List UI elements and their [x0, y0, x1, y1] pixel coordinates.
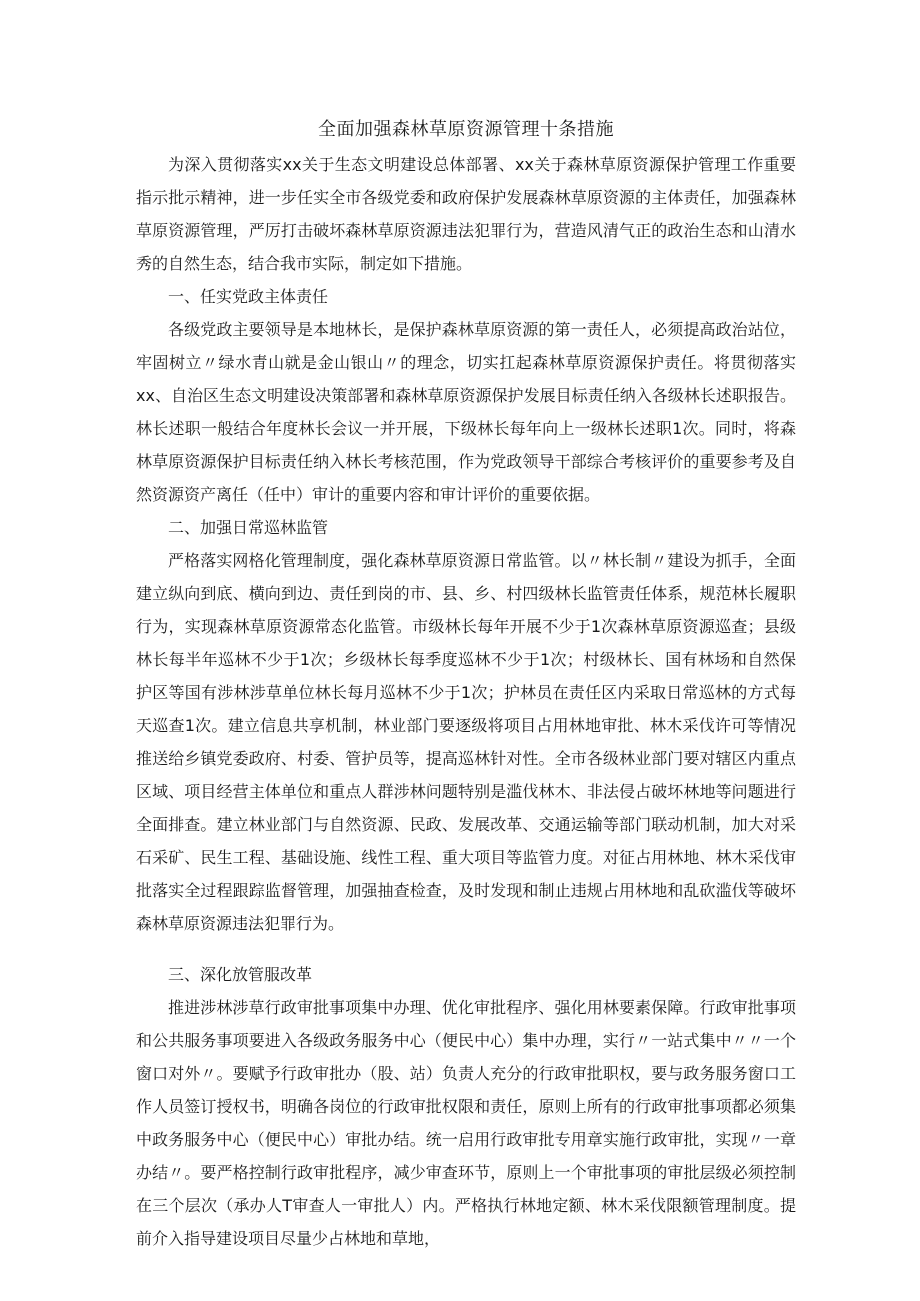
intro-paragraph: 为深入贯彻落实xx关于生态文明建设总体部署、xx关于森林草原资源保护管理工作重要指示批示精神，进一步任实全市各级党委和政府保护发展森林草原资源的主体责任，加强森林草原资源管理，严厉打击破坏森林草原资源违法犯罪行为，营造风清气正的政治生态和山清水秀的自然生态，结合我市实际，制定如下措施。 — [136, 155, 796, 273]
document-title: 全面加强森林草原资源管理十条措施 — [318, 119, 614, 140]
section-body-3: 推进涉林涉草行政审批事项集中办理、优化审批程序、强化用林要素保障。行政审批事项和公共服务事项要进入各级政务服务中心（便民中心）集中办理，实行〃一站式集中〃〃一个窗口对外〃。要赋予行政审批办（股、站）负责人充分的行政审批职权，要与政务服务窗口工作人员签订授权书，明确各岗位的行政审批权限和责任，原则上所有的行政审批事项都必须集中政务服务中心（便民中心）审批办结。统一启用行政审批专用章实施行政审批，实现〃一章办结〃。要严格控制行政审批程序，减少审查环节，原则上一个审批事项的审批层级必须控制在三个层次（承办人T审查人一审批人）内。严格执行林地定额、林木采伐限额管理制度。提前介入指导建设项目尽量少占林地和草地， — [136, 998, 796, 1248]
document-content — [136, 116, 796, 1255]
section-heading-3: 三、深化放管服改革 — [168, 965, 313, 984]
section-heading-1: 一、任实党政主体责任 — [168, 287, 329, 306]
section-body-2: 严格落实网格化管理制度，强化森林草原资源日常监管。以〃林长制〃建设为抓手，全面建立纵向到底、横向到边、责任到岗的市、县、乡、村四级林长监管责任体系，规范林长履职行为，实现森林草原资源常态化监管。市级林长每年开展不少于1次森林草原资源巡查；县级林长每半年巡林不少于1次；乡级林长每季度巡林不少于1次；村级林长、国有林场和自然保护区等国有涉林涉草单位林长每月巡林不少于1次；护林员在责任区内采取日常巡林的方式每天巡查1次。建立信息共享机制，林业部门要逐级将项目占用林地审批、林木采伐许可等情况推送给乡镇党委政府、村委、管护员等，提高巡林针对性。全市各级林业部门要对辖区内重点区域、项目经营主体单位和重点人群涉林问题特别是滥伐林木、非法侵占破坏林地等问题进行全面排查。建立林业部门与自然资源、民政、发展改革、交通运输等部门联动机制，加大对采石采矿、民生工程、基础设施、线性工程、重大项目等监管力度。对征占用林地、林木采伐审批落实全过程跟踪监督管理，加强抽查检查，及时发现和制止违规占用林地和乱砍滥伐等破坏森林草原资源违法犯罪行为。 — [136, 551, 796, 933]
section-heading-2: 二、加强日常巡林监管 — [168, 518, 329, 537]
section-body-1: 各级党政主要领导是本地林长，是保护森林草原资源的第一责任人，必须提高政治站位，牢固树立〃绿水青山就是金山银山〃的理念，切实扛起森林草原资源保护责任。将贯彻落实xx、自治区生态文明建设决策部署和森林草原资源保护发展目标责任纳入各级林长述职报告。林长述职一般结合年度林长会议一并开展，下级林长每年向上一级林长述职1次。同时，将森林草原资源保护目标责任纳入林长考核范围，作为党政领导干部综合考核评价的重要参考及自然资源资产离任（任中）审计的重要内容和审计评价的重要依据。 — [136, 320, 796, 504]
